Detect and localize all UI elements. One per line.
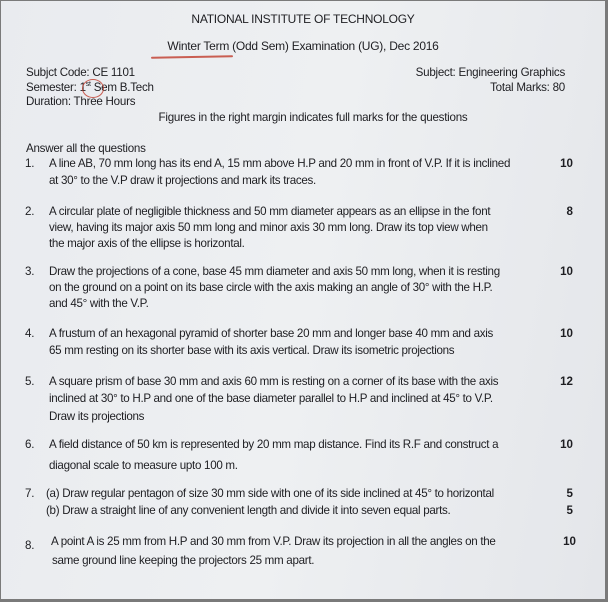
- question-text: 65 mm resting on its shorter base with its axis vertical. Draw its isometric projections: [49, 344, 455, 357]
- semester: Semester: 1st Sem B.Tech: [26, 81, 154, 94]
- question-text: Draw its projections: [49, 410, 145, 423]
- question-text-a: (a) Draw regular pentagon of size 30 mm side with one of its side inclined at 45° to horizontal: [46, 487, 494, 500]
- duration: Duration: Three Hours: [26, 95, 136, 108]
- question-text: A field distance of 50 km is represented by 20 mm map distance. Find its R.F and construct a: [49, 438, 499, 451]
- question-number: 5.: [25, 375, 35, 388]
- marks-note: Figures in the right margin indicates full marks for the questions: [158, 111, 468, 124]
- question-marks: 10: [560, 327, 573, 340]
- question-text-b: (b) Draw a straight line of any convenient length and divide it into seven equal parts.: [46, 504, 451, 517]
- question-text: diagonal scale to measure upto 100 m.: [49, 459, 238, 472]
- question-text: A circular plate of negligible thickness and 50 mm diameter appears as an ellipse in the font: [49, 205, 491, 218]
- question-text: view, having its major axis 50 mm long and minor axis 30 mm long. Draw its top view when: [49, 221, 488, 234]
- question-text: at 30° to the V.P draw it projections and mark its traces.: [49, 174, 316, 187]
- question-text: Draw the projections of a cone, base 45 mm diameter and axis 50 mm long, when it is resting: [49, 265, 500, 278]
- question-text: on the ground on a point on its base circle with the axis making an angle of 30° with the H.P.: [49, 281, 493, 294]
- question-number: 1.: [25, 157, 35, 170]
- instruction: Answer all the questions: [26, 142, 146, 155]
- subject-code: Subjct Code: CE 1101: [26, 66, 135, 79]
- question-marks-b: 5: [566, 504, 573, 517]
- question-number: 3.: [25, 265, 35, 278]
- question-marks: 10: [560, 438, 573, 451]
- exam-paper: [1, 1, 605, 599]
- question-text: A frustum of an hexagonal pyramid of shorter base 20 mm and longer base 40 mm and axis: [49, 327, 494, 340]
- question-text: and 45° with the V.P.: [49, 297, 149, 310]
- red-pen-underline: [151, 55, 233, 58]
- total-marks: Total Marks: 80: [490, 81, 565, 94]
- question-text: A point A is 25 mm from H.P and 30 mm from V.P. Draw its projection in all the angles on the: [51, 535, 496, 548]
- question-marks: 12: [560, 375, 573, 388]
- question-number: 6.: [25, 438, 35, 451]
- subject: Subject: Engineering Graphics: [415, 66, 565, 79]
- question-number: 4.: [25, 327, 35, 340]
- question-number: 2.: [25, 205, 35, 218]
- question-marks: 10: [560, 157, 573, 170]
- question-marks: 10: [560, 265, 573, 278]
- question-text: same ground line keeping the projectors 25 mm apart.: [52, 554, 315, 567]
- question-marks: 10: [563, 535, 576, 548]
- question-marks: 8: [566, 205, 573, 218]
- question-text: A square prism of base 30 mm and axis 60 mm is resting on a corner of its base with the axis: [49, 375, 499, 388]
- question-number: 7.: [25, 487, 35, 500]
- question-number: 8.: [25, 539, 35, 552]
- exam-title: Winter Term (Odd Sem) Examination (UG), Dec 2016: [167, 39, 439, 53]
- question-text: A line AB, 70 mm long has its end A, 15 mm above H.P and 20 mm in front of V.P. If it is inclined: [49, 157, 511, 170]
- question-text: the major axis of the ellipse is horizontal.: [49, 237, 245, 250]
- institute-title: NATIONAL INSTITUTE OF TECHNOLOGY: [191, 12, 415, 26]
- question-marks-a: 5: [566, 487, 573, 500]
- question-text: inclined at 30° to H.P and one of the base diameter parallel to H.P and inclined at 45° to V.P.: [49, 392, 493, 405]
